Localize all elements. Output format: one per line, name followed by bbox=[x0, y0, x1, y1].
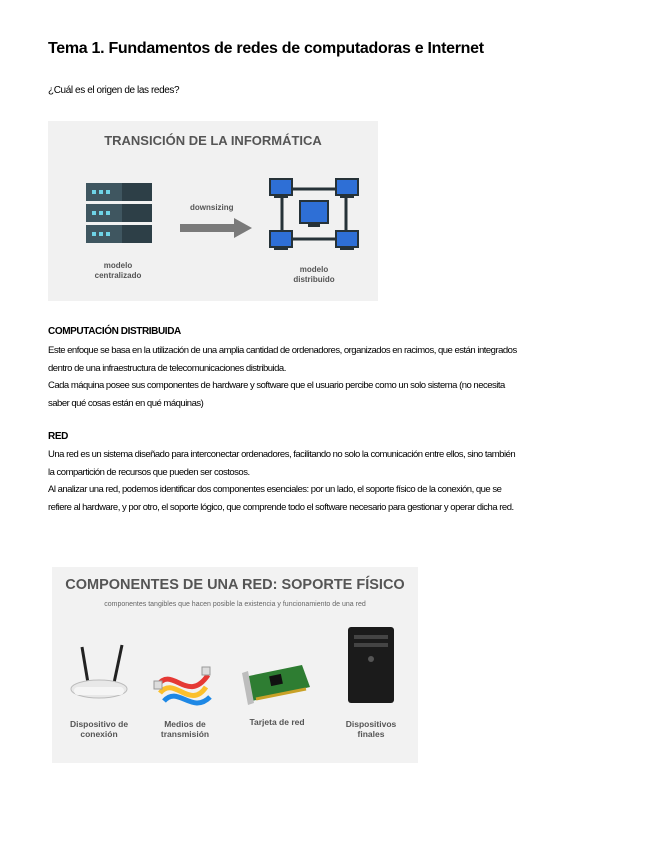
arrow-right-icon bbox=[180, 217, 254, 239]
arrow-label: downsizing bbox=[190, 203, 234, 212]
question-text: ¿Cuál es el origen de las redes? bbox=[48, 85, 180, 96]
figure1-title: TRANSICIÓN DE LA INFORMÁTICA bbox=[104, 133, 322, 148]
distributed-network-icon bbox=[268, 177, 360, 261]
router-icon bbox=[68, 643, 130, 703]
component-label-network-card: Tarjeta de red bbox=[249, 717, 305, 727]
component-label-connection-device: Dispositivo de conexión bbox=[69, 719, 129, 739]
components-figure bbox=[52, 567, 418, 763]
distributed-paragraph: Este enfoque se basa en la utilización de una amplia cantidad de ordenadores, organizados en racimos, que están integrados dentro de una infraestructura de telecomunicaciones distribuida. Cada máquina posee sus componentes de hardware y software que el usuario percibe como un solo sistema (no necesita saber qué cosas están en qué máquinas) bbox=[48, 345, 517, 409]
component-label-end-devices: Dispositivos finales bbox=[345, 719, 397, 739]
page-title: Tema 1. Fundamentos de redes de computadoras e Internet bbox=[48, 40, 484, 57]
distributed-heading: COMPUTACIÓN DISTRIBUIDA bbox=[48, 326, 181, 337]
component-label-transmission-media: Medios de transmisión bbox=[160, 719, 210, 739]
network-paragraph: Una red es un sistema diseñado para interconectar ordenadores, facilitando no solo la comunicación entre ellos, sino también la compartición de recursos que pueden ser costosos. Al analizar una red, podemos identificar dos componentes esenciales: por un lado, el soporte físico de la conexión, que se refiere al hardware, y por otro, el soporte lógico, que comprende todo el software necesario para gestionar y operar dicha red. bbox=[48, 449, 516, 513]
caption-centralized: modelo centralizado bbox=[94, 261, 142, 280]
computer-tower-icon bbox=[342, 625, 400, 705]
figure2-subtitle: componentes tangibles que hacen posible la existencia y funcionamiento de una red bbox=[104, 601, 366, 608]
caption-distributed: modelo distribuido bbox=[293, 265, 335, 284]
network-card-icon bbox=[240, 663, 312, 707]
server-rack-icon bbox=[86, 183, 152, 246]
network-heading: RED bbox=[48, 431, 68, 442]
transition-figure bbox=[48, 121, 378, 301]
cables-icon bbox=[152, 655, 214, 711]
figure2-title: COMPONENTES DE UNA RED: SOPORTE FÍSICO bbox=[65, 577, 405, 593]
